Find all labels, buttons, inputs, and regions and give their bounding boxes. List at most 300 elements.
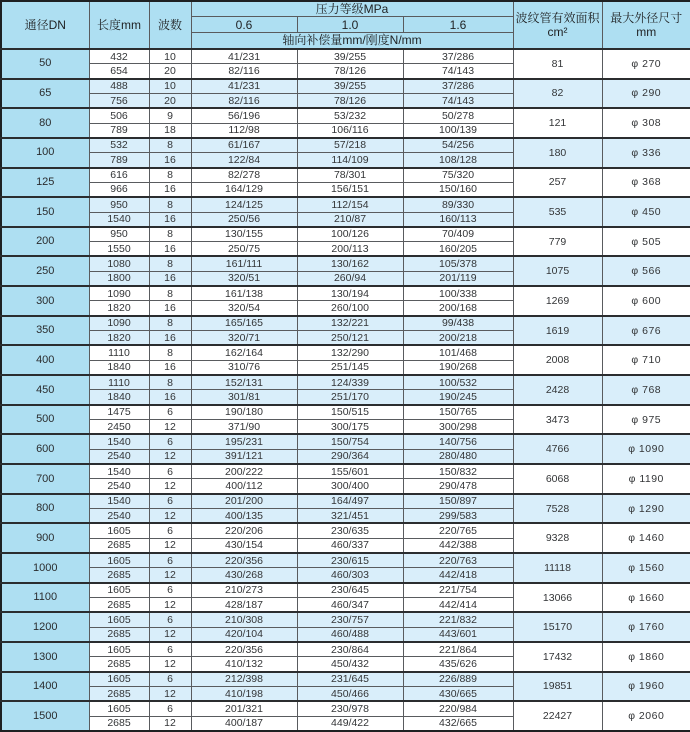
dn-cell: 80	[1, 108, 89, 138]
pressure-10-cell: 132/290	[297, 345, 403, 360]
dn-cell: 1400	[1, 672, 89, 702]
waves-cell: 12	[149, 538, 191, 553]
pressure-16-cell: 75/320	[403, 168, 513, 183]
length-cell: 1820	[89, 301, 149, 316]
pressure-06-cell: 310/76	[191, 360, 297, 375]
pressure-06-cell: 428/187	[191, 598, 297, 613]
length-cell: 1090	[89, 286, 149, 301]
od-cell: φ 2060	[602, 701, 690, 731]
pressure-16-cell: 100/139	[403, 123, 513, 138]
table-row	[1, 345, 690, 360]
waves-cell: 12	[149, 657, 191, 672]
pressure-10-cell: 164/497	[297, 494, 403, 509]
length-cell: 1540	[89, 494, 149, 509]
pressure-06-cell: 400/187	[191, 716, 297, 731]
pressure-16-cell: 290/478	[403, 479, 513, 494]
area-cell: 19851	[513, 672, 602, 702]
waves-cell: 16	[149, 331, 191, 346]
dn-cell: 1200	[1, 612, 89, 642]
pressure-06-cell: 201/321	[191, 701, 297, 716]
pressure-16-cell: 150/160	[403, 182, 513, 197]
length-cell: 1605	[89, 612, 149, 627]
pressure-06-cell: 220/206	[191, 523, 297, 538]
col-header-length: 长度mm	[89, 1, 149, 49]
pressure-16-cell: 50/278	[403, 108, 513, 123]
pressure-06-cell: 220/356	[191, 642, 297, 657]
waves-cell: 12	[149, 627, 191, 642]
dn-cell: 50	[1, 49, 89, 79]
pressure-16-cell: 105/378	[403, 256, 513, 271]
pressure-10-cell: 449/422	[297, 716, 403, 731]
col-header-pressure-10: 1.0	[297, 17, 403, 33]
pressure-10-cell: 78/301	[297, 168, 403, 183]
od-cell: φ 290	[602, 79, 690, 109]
length-cell: 654	[89, 64, 149, 79]
pressure-16-cell: 201/119	[403, 271, 513, 286]
pressure-06-cell: 61/167	[191, 138, 297, 153]
pressure-06-cell: 130/155	[191, 227, 297, 242]
waves-cell: 8	[149, 138, 191, 153]
area-cell: 535	[513, 197, 602, 227]
table-row	[1, 316, 690, 331]
waves-cell: 12	[149, 449, 191, 464]
od-cell: φ 1760	[602, 612, 690, 642]
pressure-10-cell: 150/515	[297, 405, 403, 420]
pressure-06-cell: 56/196	[191, 108, 297, 123]
pressure-06-cell: 430/154	[191, 538, 297, 553]
pressure-16-cell: 101/468	[403, 345, 513, 360]
area-cell: 2428	[513, 375, 602, 405]
pressure-10-cell: 290/364	[297, 449, 403, 464]
pressure-16-cell: 37/286	[403, 49, 513, 64]
col-header-waves: 波数	[149, 1, 191, 49]
pressure-10-cell: 124/339	[297, 375, 403, 390]
pressure-06-cell: 124/125	[191, 197, 297, 212]
waves-cell: 8	[149, 256, 191, 271]
pressure-16-cell: 200/218	[403, 331, 513, 346]
pressure-06-cell: 250/75	[191, 242, 297, 257]
dn-cell: 350	[1, 316, 89, 346]
waves-cell: 8	[149, 168, 191, 183]
od-cell: φ 368	[602, 168, 690, 198]
pressure-10-cell: 78/126	[297, 64, 403, 79]
length-cell: 1800	[89, 271, 149, 286]
pressure-10-cell: 250/121	[297, 331, 403, 346]
pressure-10-cell: 251/145	[297, 360, 403, 375]
waves-cell: 20	[149, 93, 191, 108]
area-cell: 17432	[513, 642, 602, 672]
pressure-06-cell: 410/132	[191, 657, 297, 672]
waves-cell: 6	[149, 701, 191, 716]
pressure-06-cell: 301/81	[191, 390, 297, 405]
length-cell: 1840	[89, 360, 149, 375]
waves-cell: 16	[149, 301, 191, 316]
length-cell: 532	[89, 138, 149, 153]
area-cell: 11118	[513, 553, 602, 583]
od-cell: φ 1560	[602, 553, 690, 583]
area-cell: 4766	[513, 434, 602, 464]
col-header-dn: 通径DN	[1, 1, 89, 49]
dn-cell: 300	[1, 286, 89, 316]
pressure-10-cell: 260/94	[297, 271, 403, 286]
dn-cell: 150	[1, 197, 89, 227]
pressure-10-cell: 155/601	[297, 464, 403, 479]
od-cell: φ 768	[602, 375, 690, 405]
waves-cell: 16	[149, 182, 191, 197]
dn-cell: 200	[1, 227, 89, 257]
pressure-16-cell: 435/626	[403, 657, 513, 672]
pressure-10-cell: 114/109	[297, 153, 403, 168]
waves-cell: 12	[149, 479, 191, 494]
length-cell: 1540	[89, 212, 149, 227]
pressure-06-cell: 200/222	[191, 464, 297, 479]
od-cell: φ 1090	[602, 434, 690, 464]
pressure-10-cell: 460/488	[297, 627, 403, 642]
pressure-06-cell: 430/268	[191, 568, 297, 583]
pressure-06-cell: 320/51	[191, 271, 297, 286]
dn-cell: 800	[1, 494, 89, 524]
table-row	[1, 523, 690, 538]
length-cell: 789	[89, 123, 149, 138]
od-cell: φ 450	[602, 197, 690, 227]
table-row	[1, 79, 690, 94]
length-cell: 2685	[89, 538, 149, 553]
waves-cell: 6	[149, 612, 191, 627]
pressure-10-cell: 106/116	[297, 123, 403, 138]
pressure-06-cell: 41/231	[191, 79, 297, 94]
pressure-16-cell: 220/765	[403, 523, 513, 538]
od-cell: φ 1860	[602, 642, 690, 672]
pressure-10-cell: 230/645	[297, 583, 403, 598]
length-cell: 1090	[89, 316, 149, 331]
waves-cell: 8	[149, 375, 191, 390]
pressure-06-cell: 122/84	[191, 153, 297, 168]
pressure-10-cell: 132/221	[297, 316, 403, 331]
pressure-16-cell: 140/756	[403, 434, 513, 449]
pressure-16-cell: 150/765	[403, 405, 513, 420]
pressure-10-cell: 450/466	[297, 687, 403, 702]
pressure-10-cell: 230/757	[297, 612, 403, 627]
pressure-16-cell: 150/832	[403, 464, 513, 479]
pressure-16-cell: 74/143	[403, 64, 513, 79]
dn-cell: 600	[1, 434, 89, 464]
length-cell: 1110	[89, 345, 149, 360]
waves-cell: 18	[149, 123, 191, 138]
pressure-16-cell: 299/583	[403, 509, 513, 524]
area-cell: 779	[513, 227, 602, 257]
pressure-10-cell: 460/303	[297, 568, 403, 583]
dn-cell: 250	[1, 256, 89, 286]
pressure-16-cell: 70/409	[403, 227, 513, 242]
table-row	[1, 642, 690, 657]
pressure-06-cell: 161/111	[191, 256, 297, 271]
pressure-06-cell: 371/90	[191, 420, 297, 435]
pressure-16-cell: 442/414	[403, 598, 513, 613]
table-row	[1, 701, 690, 716]
length-cell: 2685	[89, 568, 149, 583]
waves-cell: 12	[149, 716, 191, 731]
waves-cell: 16	[149, 153, 191, 168]
waves-cell: 16	[149, 271, 191, 286]
waves-cell: 6	[149, 464, 191, 479]
table-row	[1, 286, 690, 301]
pressure-10-cell: 260/100	[297, 301, 403, 316]
pressure-06-cell: 391/121	[191, 449, 297, 464]
dn-cell: 450	[1, 375, 89, 405]
pressure-10-cell: 230/978	[297, 701, 403, 716]
length-cell: 2540	[89, 449, 149, 464]
waves-cell: 16	[149, 212, 191, 227]
waves-cell: 12	[149, 687, 191, 702]
waves-cell: 16	[149, 390, 191, 405]
pressure-06-cell: 400/112	[191, 479, 297, 494]
pressure-10-cell: 251/170	[297, 390, 403, 405]
length-cell: 2685	[89, 627, 149, 642]
area-cell: 3473	[513, 405, 602, 435]
dn-cell: 500	[1, 405, 89, 435]
pressure-16-cell: 190/268	[403, 360, 513, 375]
od-cell: φ 336	[602, 138, 690, 168]
pressure-10-cell: 231/645	[297, 672, 403, 687]
length-cell: 1820	[89, 331, 149, 346]
waves-cell: 8	[149, 227, 191, 242]
dn-cell: 125	[1, 168, 89, 198]
length-cell: 2450	[89, 420, 149, 435]
length-cell: 789	[89, 153, 149, 168]
pressure-16-cell: 37/286	[403, 79, 513, 94]
pressure-06-cell: 112/98	[191, 123, 297, 138]
area-cell: 1269	[513, 286, 602, 316]
length-cell: 506	[89, 108, 149, 123]
pressure-16-cell: 226/889	[403, 672, 513, 687]
pressure-16-cell: 432/665	[403, 716, 513, 731]
dn-cell: 700	[1, 464, 89, 494]
pressure-10-cell: 230/635	[297, 523, 403, 538]
pressure-16-cell: 54/256	[403, 138, 513, 153]
waves-cell: 12	[149, 420, 191, 435]
od-cell: φ 566	[602, 256, 690, 286]
waves-cell: 10	[149, 49, 191, 64]
pressure-10-cell: 150/754	[297, 434, 403, 449]
table-row	[1, 138, 690, 153]
waves-cell: 10	[149, 79, 191, 94]
pressure-06-cell: 164/129	[191, 182, 297, 197]
dn-cell: 400	[1, 345, 89, 375]
waves-cell: 6	[149, 553, 191, 568]
pressure-16-cell: 300/298	[403, 420, 513, 435]
length-cell: 2685	[89, 687, 149, 702]
area-cell: 6068	[513, 464, 602, 494]
pressure-10-cell: 100/126	[297, 227, 403, 242]
waves-cell: 20	[149, 64, 191, 79]
area-cell: 13066	[513, 583, 602, 613]
length-cell: 488	[89, 79, 149, 94]
table-row	[1, 197, 690, 212]
pressure-06-cell: 320/71	[191, 331, 297, 346]
table-row	[1, 375, 690, 390]
length-cell: 1605	[89, 672, 149, 687]
od-cell: φ 1460	[602, 523, 690, 553]
waves-cell: 16	[149, 360, 191, 375]
pressure-06-cell: 195/231	[191, 434, 297, 449]
length-cell: 2540	[89, 479, 149, 494]
area-cell: 22427	[513, 701, 602, 731]
waves-cell: 12	[149, 509, 191, 524]
pressure-06-cell: 410/198	[191, 687, 297, 702]
length-cell: 1605	[89, 583, 149, 598]
col-header-pressure-16: 1.6	[403, 17, 513, 33]
pressure-10-cell: 57/218	[297, 138, 403, 153]
length-cell: 1550	[89, 242, 149, 257]
pressure-10-cell: 210/87	[297, 212, 403, 227]
od-cell: φ 1960	[602, 672, 690, 702]
area-cell: 7528	[513, 494, 602, 524]
pressure-10-cell: 200/113	[297, 242, 403, 257]
pressure-16-cell: 108/128	[403, 153, 513, 168]
waves-cell: 8	[149, 316, 191, 331]
od-cell: φ 975	[602, 405, 690, 435]
pressure-16-cell: 160/113	[403, 212, 513, 227]
pressure-16-cell: 150/897	[403, 494, 513, 509]
area-cell: 9328	[513, 523, 602, 553]
table-row	[1, 434, 690, 449]
pressure-16-cell: 442/418	[403, 568, 513, 583]
pressure-10-cell: 112/154	[297, 197, 403, 212]
table-row	[1, 405, 690, 420]
pressure-16-cell: 220/763	[403, 553, 513, 568]
pressure-06-cell: 152/131	[191, 375, 297, 390]
area-cell: 2008	[513, 345, 602, 375]
length-cell: 1475	[89, 405, 149, 420]
pressure-10-cell: 230/864	[297, 642, 403, 657]
area-cell: 257	[513, 168, 602, 198]
pressure-16-cell: 221/754	[403, 583, 513, 598]
pressure-10-cell: 39/255	[297, 49, 403, 64]
dn-cell: 1300	[1, 642, 89, 672]
od-cell: φ 710	[602, 345, 690, 375]
col-header-area: 波纹管有效面积cm²	[513, 1, 602, 49]
pressure-16-cell: 190/245	[403, 390, 513, 405]
table-row	[1, 227, 690, 242]
table-body	[1, 49, 690, 731]
pressure-06-cell: 190/180	[191, 405, 297, 420]
length-cell: 1605	[89, 642, 149, 657]
dn-cell: 1100	[1, 583, 89, 613]
area-cell: 81	[513, 49, 602, 79]
dn-cell: 100	[1, 138, 89, 168]
pressure-16-cell: 221/832	[403, 612, 513, 627]
pressure-10-cell: 460/337	[297, 538, 403, 553]
col-header-axial-compensation: 轴向补偿量mm/刚度N/mm	[191, 33, 513, 49]
area-cell: 121	[513, 108, 602, 138]
length-cell: 2685	[89, 716, 149, 731]
pressure-10-cell: 450/432	[297, 657, 403, 672]
pressure-06-cell: 165/165	[191, 316, 297, 331]
pressure-16-cell: 100/338	[403, 286, 513, 301]
table-row	[1, 49, 690, 64]
waves-cell: 6	[149, 434, 191, 449]
length-cell: 950	[89, 197, 149, 212]
od-cell: φ 505	[602, 227, 690, 257]
area-cell: 15170	[513, 612, 602, 642]
length-cell: 1840	[89, 390, 149, 405]
length-cell: 950	[89, 227, 149, 242]
waves-cell: 9	[149, 108, 191, 123]
pressure-16-cell: 221/864	[403, 642, 513, 657]
od-cell: φ 1290	[602, 494, 690, 524]
pressure-16-cell: 442/388	[403, 538, 513, 553]
pressure-06-cell: 212/398	[191, 672, 297, 687]
waves-cell: 16	[149, 242, 191, 257]
length-cell: 1110	[89, 375, 149, 390]
col-header-pressure-group: 压力等级MPa	[191, 1, 513, 17]
pressure-16-cell: 99/438	[403, 316, 513, 331]
pressure-06-cell: 82/278	[191, 168, 297, 183]
waves-cell: 12	[149, 598, 191, 613]
pressure-06-cell: 220/356	[191, 553, 297, 568]
pressure-10-cell: 321/451	[297, 509, 403, 524]
pressure-10-cell: 300/400	[297, 479, 403, 494]
area-cell: 82	[513, 79, 602, 109]
table-row	[1, 464, 690, 479]
length-cell: 2685	[89, 657, 149, 672]
table-row	[1, 494, 690, 509]
pressure-06-cell: 400/135	[191, 509, 297, 524]
pressure-10-cell: 39/255	[297, 79, 403, 94]
pressure-16-cell: 200/168	[403, 301, 513, 316]
waves-cell: 8	[149, 345, 191, 360]
od-cell: φ 676	[602, 316, 690, 346]
table-row	[1, 612, 690, 627]
area-cell: 1075	[513, 256, 602, 286]
pressure-06-cell: 82/116	[191, 64, 297, 79]
pressure-10-cell: 156/151	[297, 182, 403, 197]
pressure-10-cell: 460/347	[297, 598, 403, 613]
pressure-06-cell: 41/231	[191, 49, 297, 64]
area-cell: 1619	[513, 316, 602, 346]
length-cell: 432	[89, 49, 149, 64]
table-row	[1, 168, 690, 183]
pressure-06-cell: 320/54	[191, 301, 297, 316]
pressure-16-cell: 443/601	[403, 627, 513, 642]
pressure-06-cell: 250/56	[191, 212, 297, 227]
pressure-16-cell: 89/330	[403, 197, 513, 212]
waves-cell: 8	[149, 286, 191, 301]
length-cell: 966	[89, 182, 149, 197]
table-header	[1, 1, 690, 49]
pressure-10-cell: 130/162	[297, 256, 403, 271]
od-cell: φ 1190	[602, 464, 690, 494]
waves-cell: 6	[149, 494, 191, 509]
pressure-16-cell: 280/480	[403, 449, 513, 464]
dn-cell: 900	[1, 523, 89, 553]
waves-cell: 6	[149, 642, 191, 657]
dn-cell: 65	[1, 79, 89, 109]
pressure-06-cell: 162/164	[191, 345, 297, 360]
pressure-10-cell: 300/175	[297, 420, 403, 435]
table-row	[1, 672, 690, 687]
pressure-06-cell: 210/273	[191, 583, 297, 598]
waves-cell: 8	[149, 197, 191, 212]
table-row	[1, 583, 690, 598]
pressure-06-cell: 210/308	[191, 612, 297, 627]
length-cell: 2540	[89, 509, 149, 524]
waves-cell: 6	[149, 583, 191, 598]
pressure-10-cell: 78/126	[297, 93, 403, 108]
table-row	[1, 108, 690, 123]
length-cell: 756	[89, 93, 149, 108]
pressure-16-cell: 74/143	[403, 93, 513, 108]
